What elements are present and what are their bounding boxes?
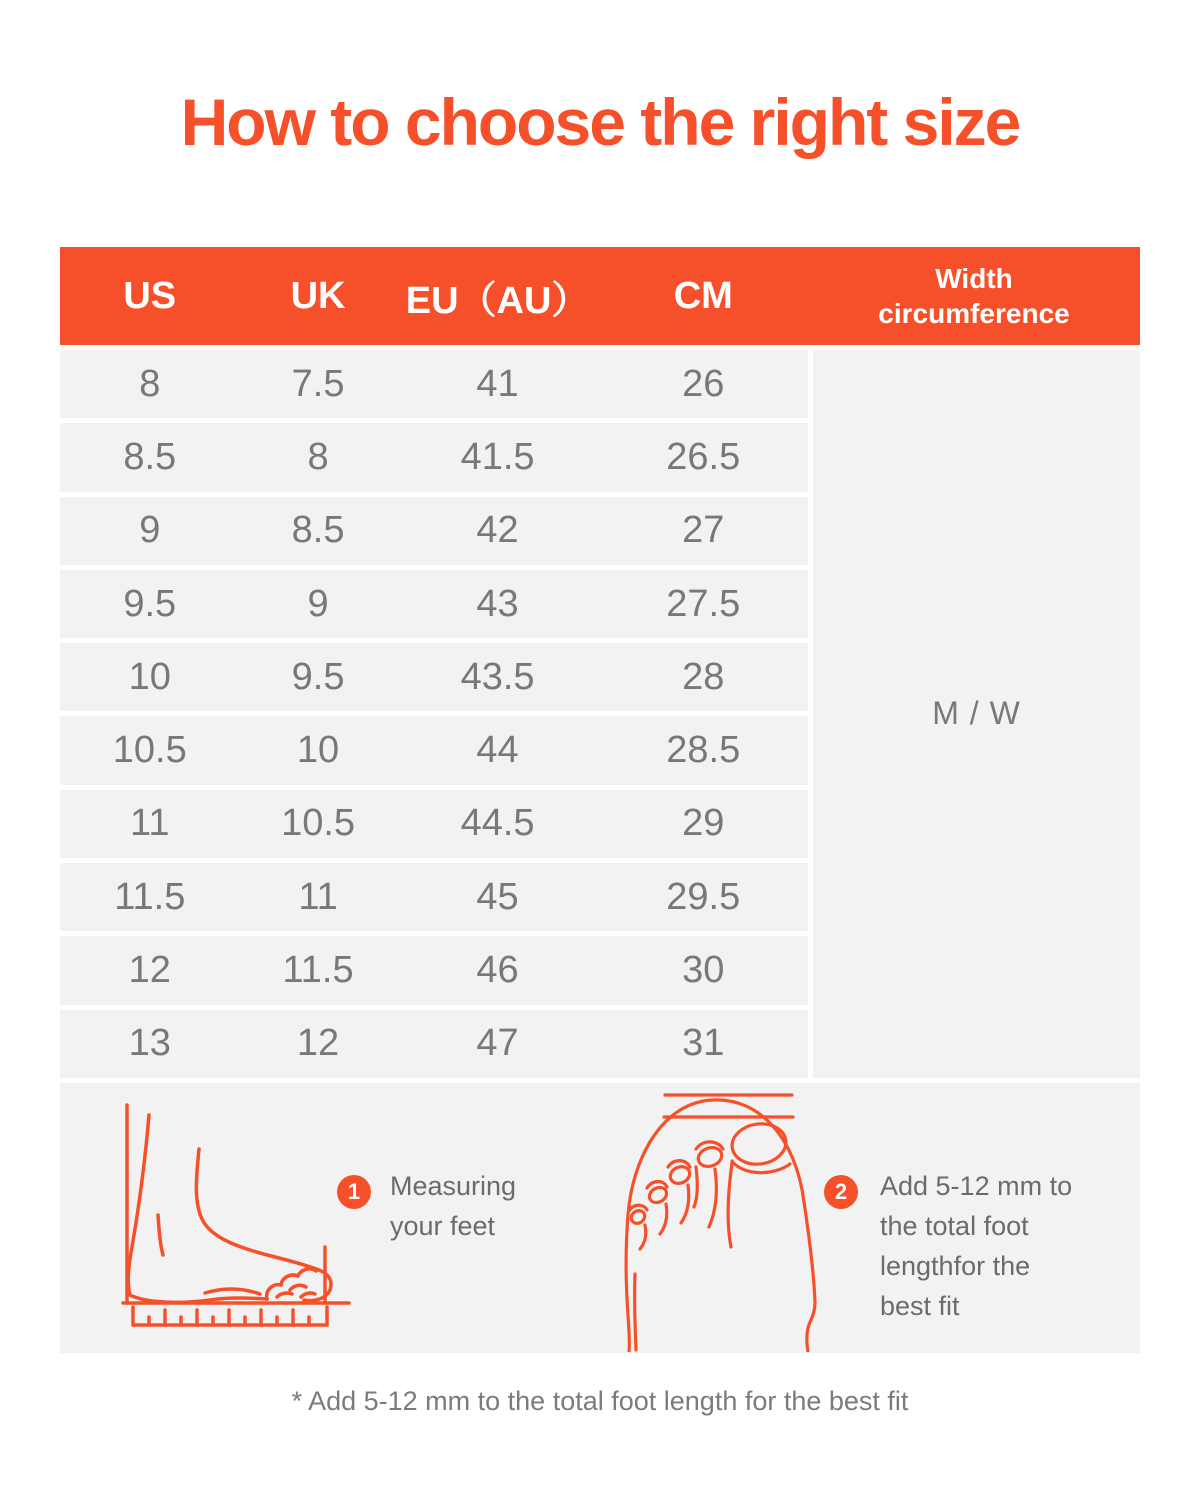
table-cell: 27 [682,509,725,552]
step-text-line: best fit [880,1291,960,1321]
table-cell: 11.5 [282,949,354,992]
table-cell: 10.5 [281,802,356,845]
page-title: How to choose the right size [180,85,1020,159]
table-cell: 7.5 [291,362,345,405]
table-cell: 43.5 [460,655,535,698]
table-cell: 28.5 [666,729,741,772]
table-cell: 11 [130,802,170,845]
measurement-guide [60,1083,1140,1353]
table-cell: 46 [476,949,519,992]
table-cell: 26.5 [666,435,741,478]
table-rows [60,350,808,1078]
step-text-line: Add 5-12 mm to [880,1171,1073,1201]
header-cell-us: US [123,274,177,317]
step-2-text [880,1166,1072,1326]
table-cell: 8 [139,362,161,405]
table-cell: 10 [296,729,340,772]
table-cell: 42 [476,509,519,552]
table-cell: 41.5 [460,435,535,478]
table-cell: 13 [128,1022,171,1065]
table-cell: 29 [682,802,725,845]
table-row [60,863,808,931]
header-cell-width-label: Width circumference [878,263,1070,329]
table-cell: 31 [682,1022,725,1065]
step-text-line: lengthfor the [880,1251,1031,1281]
step-text-line: your feet [390,1211,496,1241]
table-cell: 12 [128,949,171,992]
table-cell: 47 [476,1022,519,1065]
table-cell: 9.5 [123,582,177,625]
table-cell: 9 [139,509,161,552]
table-cell: 8 [307,435,329,478]
table-row [60,1010,808,1078]
table-cell: 44.5 [460,802,535,845]
step-text-line: the total foot [880,1211,1029,1241]
footnote: * Add 5-12 mm to the total foot length for the best fit [291,1386,909,1416]
table-cell: 44 [476,729,519,772]
table-cell: 8.5 [123,435,177,478]
table-row [60,497,808,565]
table-cell: 26 [682,362,725,405]
table-cell: 9 [307,582,329,625]
header-cell-uk: UK [290,274,346,317]
step-1-badge: 1 [337,1175,371,1209]
table-cell: 30 [682,949,725,992]
foot-top-icon [620,1087,835,1352]
table-cell: 11.5 [114,875,186,918]
table-row [60,570,808,638]
table-row [60,936,808,1004]
table-header [60,247,1140,345]
table-cell: 45 [476,875,519,918]
step-text-line: Measuring [390,1171,517,1201]
table-row [60,716,808,784]
step-1-text [390,1166,516,1246]
table-cell: 11 [298,875,338,918]
table-cell: 41 [476,362,519,405]
width-value-cell: M / W [813,350,1140,1078]
table-cell: 10 [128,655,171,698]
table-cell: 27.5 [666,582,741,625]
table-header-left [60,247,808,345]
table-cell: 12 [296,1022,340,1065]
step-2-badge: 2 [824,1175,858,1209]
table-row [60,643,808,711]
table-row [60,423,808,491]
foot-side-ruler-icon [115,1097,355,1349]
table-cell: 28 [682,655,725,698]
table-cell: 8.5 [291,509,345,552]
table-row [60,790,808,858]
header-cell-width [808,247,1140,345]
header-cell-cm: CM [673,274,733,317]
size-table [60,247,1140,1078]
table-cell: 43 [476,582,519,625]
table-body [60,350,1140,1078]
table-cell: 10.5 [112,729,187,772]
header-cell-eu: EU（AU） [405,279,590,322]
table-row [60,350,808,418]
table-cell: 29.5 [666,875,741,918]
table-cell: 9.5 [291,655,345,698]
